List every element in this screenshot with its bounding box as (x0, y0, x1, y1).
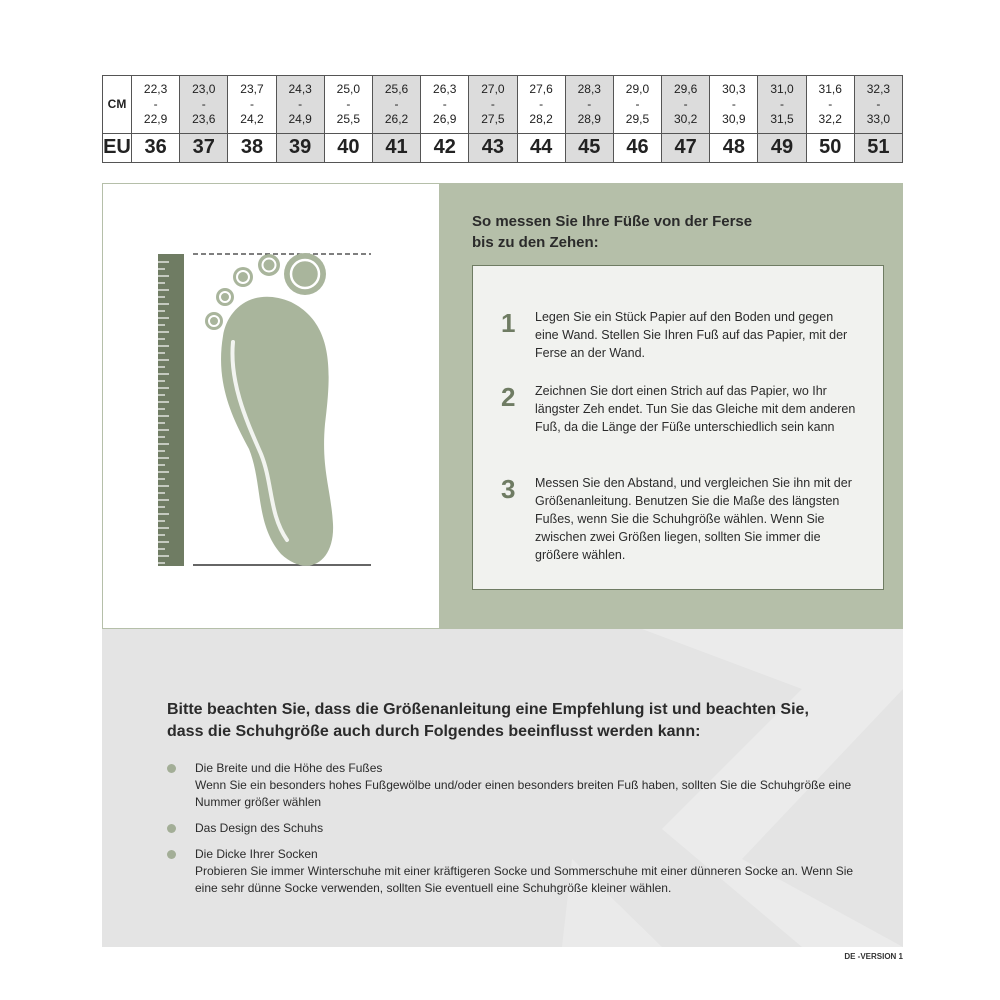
cm-value: 24,2 (240, 111, 264, 126)
step-text: Zeichnen Sie dort einen Strich auf das Papier, wo Ihr längster Zeh endet. Tun Sie das Gleiche mit dem anderen Fuß, da die Länge der Füße unterschiedlich sein kann (535, 384, 856, 434)
cm-value: 25,5 (336, 111, 361, 126)
range-dash: - (249, 96, 254, 111)
cm-range-cell (324, 76, 372, 134)
cm-value: 26,3 (433, 81, 457, 96)
cm-value: 23,7 (240, 81, 264, 96)
eu-size-cell: 37 (180, 133, 228, 162)
range-dash: - (635, 96, 640, 111)
eu-size-cell: 41 (372, 133, 420, 162)
foot-icon (103, 184, 439, 628)
cm-value: 26,2 (384, 111, 409, 126)
cm-value: 30,3 (722, 81, 746, 96)
cm-range-cell (662, 76, 710, 134)
eu-size-cell: 44 (517, 133, 565, 162)
eu-size-cell: 50 (806, 133, 854, 162)
steps-box (472, 265, 884, 590)
cm-value: 28,9 (577, 111, 601, 126)
cm-value: 28,3 (577, 81, 601, 96)
eu-size-cell: 47 (662, 133, 710, 162)
range-dash: - (780, 96, 785, 111)
range-dash: - (731, 96, 736, 111)
version-label: DE -VERSION 1 (844, 952, 903, 961)
cm-value: 33,0 (866, 111, 891, 126)
cm-range-cell (372, 76, 420, 134)
cm-value: 25,6 (384, 81, 409, 96)
cm-value: 30,9 (722, 111, 746, 126)
ruler-icon (158, 254, 184, 566)
note-title-line2: dass die Schuhgröße auch durch Folgendes beeinflusst werden kann: (167, 723, 701, 740)
step-number: 3 (501, 474, 516, 504)
range-dash: - (346, 96, 351, 111)
range-dash: - (828, 96, 833, 111)
eu-size-cell: 38 (228, 133, 276, 162)
list-item (167, 820, 867, 837)
cm-value: 31,5 (770, 111, 794, 126)
cm-range-cell (854, 76, 902, 134)
cm-value: 27,5 (481, 111, 505, 126)
cm-value: 24,9 (288, 111, 312, 126)
range-dash: - (587, 96, 592, 111)
range-dash: - (153, 96, 158, 111)
eu-size-cell: 48 (710, 133, 758, 162)
eu-size-cell: 49 (758, 133, 806, 162)
size-table (102, 75, 903, 163)
bullet-icon (167, 764, 176, 773)
eu-size-cell: 40 (324, 133, 372, 162)
range-dash: - (539, 96, 544, 111)
cm-range-cell (517, 76, 565, 134)
step-text: Messen Sie den Abstand, und vergleichen Sie ihn mit der Größenanleitung. Benutzen Sie die Maße des längsten Fußes, wenn Sie die Schuhgröße wählen. Wenn Sie zwischen zwei Größen liegen, sollten Sie immer die größere wählen. (535, 476, 852, 562)
range-dash: - (394, 96, 399, 111)
list-item (167, 846, 867, 897)
cm-row (103, 76, 903, 134)
cm-value: 22,3 (143, 81, 168, 96)
range-dash: - (298, 96, 303, 111)
cm-value: 25,0 (336, 81, 361, 96)
eu-size-cell: 43 (469, 133, 517, 162)
step-number: 2 (501, 382, 516, 412)
eu-size-cell: 45 (565, 133, 613, 162)
cm-value: 29,5 (625, 111, 650, 126)
bullet-icon (167, 824, 176, 833)
cm-range-cell (565, 76, 613, 134)
list-item-head: Die Breite und die Höhe des Fußes (195, 761, 383, 775)
eu-size-cell: 46 (613, 133, 661, 162)
list-item-body: Wenn Sie ein besonders hohes Fußgewölbe und/oder einen besonders breiten Fuß haben, sollten Sie die Schuhgröße eine Nummer größer wählen (195, 778, 852, 809)
cm-value: 27,0 (481, 81, 505, 96)
range-dash: - (683, 96, 688, 111)
cm-value: 22,9 (143, 111, 168, 126)
cm-value: 29,0 (625, 81, 650, 96)
cm-range-cell (758, 76, 806, 134)
foot-illustration (102, 183, 440, 629)
cm-range-cell (710, 76, 758, 134)
bullet-icon (167, 850, 176, 859)
cm-range-cell (276, 76, 324, 134)
list-item (167, 760, 867, 811)
eu-size-cell: 39 (276, 133, 324, 162)
cm-range-cell (806, 76, 854, 134)
range-dash: - (201, 96, 206, 111)
cm-label: CM (103, 76, 132, 134)
cm-range-cell (180, 76, 228, 134)
note-title-line1: Bitte beachten Sie, dass die Größenanleitung eine Empfehlung ist und beachten Sie, (167, 701, 809, 718)
step-number: 1 (501, 308, 516, 338)
cm-range-cell (132, 76, 180, 134)
list-item-head: Die Dicke Ihrer Socken (195, 847, 318, 861)
list-item-head: Das Design des Schuhs (195, 821, 324, 835)
eu-size-cell: 42 (421, 133, 469, 162)
range-dash: - (876, 96, 881, 111)
eu-size-cell: 51 (854, 133, 902, 162)
cm-value: 31,6 (818, 81, 842, 96)
measure-panel (102, 183, 903, 629)
cm-value: 23,6 (192, 111, 216, 126)
cm-range-cell (469, 76, 517, 134)
eu-label: EU (103, 133, 132, 162)
cm-value: 32,3 (866, 81, 891, 96)
cm-value: 29,6 (673, 81, 698, 96)
eu-size-cell: 36 (132, 133, 180, 162)
measure-title-line2: bis zu den Zehen: (472, 234, 599, 251)
cm-value: 30,2 (673, 111, 698, 126)
list-item-body: Probieren Sie immer Winterschuhe mit einer kräftigeren Socke und Sommerschuhe mit einer dünneren Socke an. Wenn Sie eine sehr dünne Socke verwenden, sollten Sie eventuell eine Schuhgröße kleiner wählen. (195, 864, 854, 895)
range-dash: - (490, 96, 495, 111)
measure-title-line1: So messen Sie Ihre Füße von der Ferse (472, 213, 753, 230)
eu-row (103, 133, 903, 162)
cm-range-cell (421, 76, 469, 134)
step-text: Legen Sie ein Stück Papier auf den Boden und gegen eine Wand. Stellen Sie Ihren Fuß auf das Papier, mit der Ferse an der Wand. (535, 310, 848, 360)
cm-value: 24,3 (288, 81, 312, 96)
cm-value: 26,9 (433, 111, 457, 126)
cm-value: 32,2 (818, 111, 842, 126)
note-panel (102, 629, 903, 947)
note-title (167, 699, 867, 743)
cm-range-cell (228, 76, 276, 134)
cm-range-cell (613, 76, 661, 134)
cm-value: 28,2 (529, 111, 553, 126)
cm-value: 23,0 (192, 81, 216, 96)
cm-value: 31,0 (770, 81, 794, 96)
cm-value: 27,6 (529, 81, 553, 96)
measure-title (472, 211, 832, 253)
range-dash: - (442, 96, 447, 111)
